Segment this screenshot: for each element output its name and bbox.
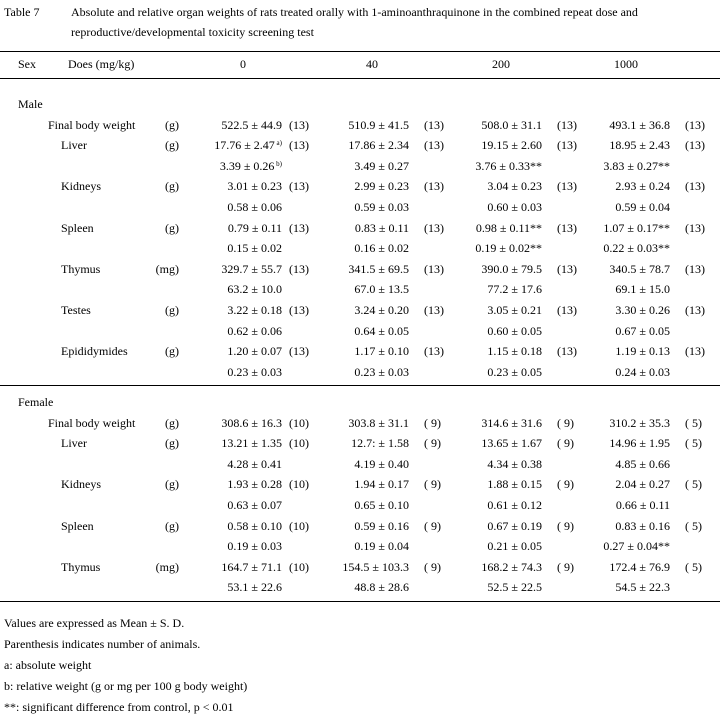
animal-count: (13) <box>685 117 705 132</box>
animal-count: (13) <box>289 344 309 359</box>
mean-sd-value: 0.98 ± 0.11** <box>475 220 542 235</box>
value-cell <box>530 344 670 358</box>
animal-count: ( 5) <box>685 559 702 574</box>
mean-sd-value: 0.59 ± 0.04 <box>615 200 670 214</box>
organ-unit: (g) <box>165 138 179 153</box>
value-cell <box>269 477 409 491</box>
table-label: Table 7 <box>4 5 40 19</box>
mean-sd-value: 14.96 ± 1.95 <box>609 436 670 451</box>
animal-count: (13) <box>424 220 444 235</box>
value-cell <box>530 221 670 235</box>
mean-sd-value: 77.2 ± 17.6 <box>487 282 542 297</box>
value-cell <box>402 241 542 255</box>
value-cell <box>269 344 409 358</box>
header-sex: Sex <box>18 57 36 71</box>
animal-count: ( 9) <box>557 477 574 492</box>
mean-sd-value: 1.17 ± 0.10 <box>354 344 409 359</box>
mean-sd-value: 0.60 ± 0.03 <box>487 200 542 214</box>
animal-count: (13) <box>557 138 577 153</box>
value-cell <box>530 118 670 132</box>
animal-count: (10) <box>289 518 309 533</box>
value-cell <box>402 477 542 491</box>
animal-count: (13) <box>424 179 444 194</box>
mean-sd-value: 52.5 ± 22.5 <box>487 580 542 595</box>
value-cell <box>530 580 670 594</box>
header-dose-1000: 1000 <box>614 57 638 71</box>
mean-sd-value: 308.6 ± 16.3 <box>221 415 282 430</box>
value-cell <box>530 159 670 173</box>
mean-sd-value: 0.16 ± 0.02 <box>354 241 409 256</box>
value-cell <box>402 519 542 533</box>
mean-sd-value: 1.88 ± 0.15 <box>487 477 542 492</box>
value-cell <box>530 303 670 317</box>
organ-unit: (g) <box>165 220 179 235</box>
footnote-marker: b) <box>274 159 282 168</box>
mean-sd-value: 154.5 ± 103.3 <box>342 559 409 574</box>
mean-sd-value: 4.34 ± 0.38 <box>487 456 542 471</box>
footnote-line: Values are expressed as Mean ± S. D. <box>4 616 185 630</box>
group-label: Female <box>18 395 54 409</box>
value-cell <box>142 539 282 553</box>
mean-sd-value: 17.76 ± 2.47 <box>214 138 275 153</box>
mean-sd-value: 0.62 ± 0.06 <box>227 323 282 338</box>
value-cell <box>402 498 542 512</box>
mean-sd-value: 0.23 ± 0.03 <box>354 364 409 379</box>
mean-sd-value: 510.9 ± 41.5 <box>348 117 409 132</box>
value-cell <box>269 580 409 594</box>
value-cell <box>402 365 542 379</box>
value-cell <box>530 324 670 338</box>
value-cell <box>530 539 670 553</box>
footnote-line: **: significant difference from control, p < 0.01 <box>4 700 234 714</box>
animal-count: ( 5) <box>685 415 702 430</box>
value-cell <box>402 138 542 152</box>
mean-sd-value: 3.76 ± 0.33** <box>475 158 542 173</box>
value-cell <box>402 282 542 296</box>
table-title-line-1: Absolute and relative organ weights of rats treated orally with 1-aminoanthraquinone in the combined repeat dose and <box>71 5 638 19</box>
organ-name: Kidneys <box>61 179 101 194</box>
mean-sd-value: 0.65 ± 0.10 <box>354 498 409 512</box>
value-cell <box>530 241 670 255</box>
organ-name: Final body weight <box>48 415 136 430</box>
organ-unit: (g) <box>165 436 179 451</box>
mean-sd-value: 314.6 ± 31.6 <box>481 415 542 430</box>
value-cell <box>530 457 670 471</box>
mean-sd-value: 0.63 ± 0.07 <box>227 498 282 512</box>
organ-unit: (g) <box>165 477 179 492</box>
organ-name: Thymus <box>61 261 101 276</box>
organ-name: Kidneys <box>61 477 101 492</box>
mean-sd-value: 4.85 ± 0.66 <box>615 456 670 471</box>
organ-name: Liver <box>61 138 87 153</box>
mean-sd-value: 0.22 ± 0.03** <box>603 241 670 256</box>
value-cell <box>269 560 409 574</box>
mean-sd-value: 390.0 ± 79.5 <box>481 261 542 276</box>
mean-sd-value: 0.67 ± 0.05 <box>615 323 670 338</box>
organ-unit: (mg) <box>155 261 179 276</box>
mean-sd-value: 164.7 ± 71.1 <box>221 559 282 574</box>
footnote-line: b: relative weight (g or mg per 100 g body weight) <box>4 679 248 693</box>
animal-count: (13) <box>557 179 577 194</box>
value-cell <box>530 436 670 450</box>
animal-count: (13) <box>424 117 444 132</box>
mean-sd-value: 0.83 ± 0.11 <box>354 220 409 235</box>
organ-unit: (g) <box>165 415 179 430</box>
value-cell <box>142 179 282 193</box>
mean-sd-value: 2.99 ± 0.23 <box>354 179 409 194</box>
value-cell <box>269 241 409 255</box>
animal-count: (13) <box>424 344 444 359</box>
mean-sd-value: 1.93 ± 0.28 <box>227 477 282 492</box>
mean-sd-value: 0.19 ± 0.02** <box>475 241 542 256</box>
animal-count: (13) <box>557 261 577 276</box>
mean-sd-value: 69.1 ± 15.0 <box>615 282 670 297</box>
value-cell <box>142 560 282 574</box>
value-cell <box>142 416 282 430</box>
animal-count: (10) <box>289 559 309 574</box>
mean-sd-value: 508.0 ± 31.1 <box>481 117 542 132</box>
mean-sd-value: 4.28 ± 0.41 <box>227 456 282 471</box>
mean-sd-value: 329.7 ± 55.7 <box>221 261 282 276</box>
mean-sd-value: 493.1 ± 36.8 <box>609 117 670 132</box>
value-cell <box>530 179 670 193</box>
mean-sd-value: 48.8 ± 28.6 <box>354 580 409 595</box>
mean-sd-value: 0.19 ± 0.04 <box>354 539 409 554</box>
value-cell <box>142 303 282 317</box>
value-cell <box>142 365 282 379</box>
animal-count: ( 9) <box>424 518 441 533</box>
value-cell <box>269 262 409 276</box>
value-cell <box>142 221 282 235</box>
animal-count: (13) <box>685 303 705 317</box>
value-cell <box>530 282 670 296</box>
value-cell <box>269 324 409 338</box>
value-cell <box>402 200 542 214</box>
value-cell <box>269 282 409 296</box>
animal-count: (10) <box>289 436 309 451</box>
footnote-line: a: absolute weight <box>4 658 92 672</box>
mean-sd-value: 3.04 ± 0.23 <box>487 179 542 194</box>
value-cell <box>402 303 542 317</box>
mean-sd-value: 17.86 ± 2.34 <box>348 138 409 153</box>
value-cell <box>530 498 670 512</box>
mean-sd-value: 0.79 ± 0.11 <box>227 220 282 235</box>
value-cell <box>530 560 670 574</box>
mean-sd-value: 172.4 ± 76.9 <box>609 559 670 574</box>
animal-count: ( 9) <box>557 415 574 430</box>
header-bottom-rule <box>0 78 720 79</box>
mean-sd-value: 0.23 ± 0.03 <box>227 364 282 379</box>
mean-sd-value: 0.67 ± 0.19 <box>487 518 542 533</box>
animal-count: (13) <box>289 117 309 132</box>
mean-sd-value: 0.58 ± 0.06 <box>227 200 282 214</box>
mean-sd-value: 54.5 ± 22.3 <box>615 580 670 595</box>
mean-sd-value: 3.22 ± 0.18 <box>227 303 282 317</box>
mean-sd-value: 3.24 ± 0.20 <box>354 303 409 317</box>
mean-sd-value: 53.1 ± 22.6 <box>227 580 282 595</box>
header-dose-40: 40 <box>366 57 378 71</box>
value-cell <box>530 416 670 430</box>
organ-name: Testes <box>61 303 91 317</box>
animal-count: (13) <box>289 220 309 235</box>
mean-sd-value: 1.19 ± 0.13 <box>615 344 670 359</box>
mean-sd-value: 2.04 ± 0.27 <box>615 477 670 492</box>
mean-sd-value: 0.21 ± 0.05 <box>487 539 542 554</box>
table-title-line-2: reproductive/developmental toxicity screening test <box>71 25 314 39</box>
value-cell <box>530 519 670 533</box>
header-dose-200: 200 <box>492 57 510 71</box>
value-cell <box>402 560 542 574</box>
animal-count: (13) <box>557 117 577 132</box>
value-cell <box>142 477 282 491</box>
group-divider-rule <box>0 385 720 386</box>
header-dose-label: Does (mg/kg) <box>68 57 135 71</box>
mean-sd-value: 1.94 ± 0.17 <box>354 477 409 492</box>
mean-sd-value: 2.93 ± 0.24 <box>615 179 670 194</box>
mean-sd-value: 18.95 ± 2.43 <box>609 138 670 153</box>
organ-unit: (mg) <box>155 559 179 574</box>
footnote-marker: a) <box>274 139 282 148</box>
organ-name: Spleen <box>61 220 94 235</box>
value-cell <box>269 498 409 512</box>
mean-sd-value: 522.5 ± 44.9 <box>221 117 282 132</box>
value-cell <box>269 416 409 430</box>
mean-sd-value: 4.19 ± 0.40 <box>354 456 409 471</box>
value-cell <box>402 416 542 430</box>
animal-count: ( 9) <box>557 559 574 574</box>
value-cell <box>269 138 409 152</box>
animal-count: (13) <box>557 303 577 317</box>
value-cell <box>269 365 409 379</box>
value-cell <box>142 138 282 152</box>
mean-sd-value: 0.27 ± 0.04** <box>603 539 670 554</box>
animal-count: ( 9) <box>424 415 441 430</box>
animal-count: (13) <box>289 179 309 194</box>
value-cell <box>142 580 282 594</box>
mean-sd-value: 19.15 ± 2.60 <box>481 138 542 153</box>
animal-count: (13) <box>557 220 577 235</box>
value-cell <box>530 365 670 379</box>
value-cell <box>142 498 282 512</box>
mean-sd-value: 0.83 ± 0.16 <box>615 518 670 533</box>
value-cell <box>402 221 542 235</box>
value-cell <box>142 159 282 173</box>
value-cell <box>402 262 542 276</box>
value-cell <box>142 436 282 450</box>
value-cell <box>269 159 409 173</box>
value-cell <box>402 179 542 193</box>
organ-name: Final body weight <box>48 117 136 132</box>
mean-sd-value: 1.07 ± 0.17** <box>603 220 670 235</box>
value-cell <box>402 580 542 594</box>
value-cell <box>142 118 282 132</box>
footnote-line: Parenthesis indicates number of animals. <box>4 637 201 651</box>
mean-sd-value: 168.2 ± 74.3 <box>481 559 542 574</box>
animal-count: (13) <box>685 179 705 194</box>
value-cell <box>269 200 409 214</box>
value-cell <box>269 539 409 553</box>
group-label: Male <box>18 97 43 111</box>
animal-count: ( 9) <box>557 518 574 533</box>
value-cell <box>402 457 542 471</box>
animal-count: (10) <box>289 415 309 430</box>
animal-count: (13) <box>289 261 309 276</box>
value-cell <box>142 324 282 338</box>
mean-sd-value: 63.2 ± 10.0 <box>227 282 282 297</box>
animal-count: ( 9) <box>557 436 574 451</box>
value-cell <box>269 436 409 450</box>
value-cell <box>402 539 542 553</box>
value-cell <box>269 221 409 235</box>
animal-count: (13) <box>289 138 309 153</box>
mean-sd-value: 303.8 ± 31.1 <box>348 415 409 430</box>
animal-count: (13) <box>289 303 309 317</box>
organ-unit: (g) <box>165 518 179 533</box>
mean-sd-value: 3.01 ± 0.23 <box>227 179 282 194</box>
value-cell <box>530 138 670 152</box>
mean-sd-value: 310.2 ± 35.3 <box>609 415 670 430</box>
value-cell <box>530 262 670 276</box>
mean-sd-value: 12.7: ± 1.58 <box>351 436 409 451</box>
header-dose-0: 0 <box>240 57 246 71</box>
organ-unit: (g) <box>165 344 179 359</box>
value-cell <box>142 457 282 471</box>
value-cell <box>142 262 282 276</box>
mean-sd-value: 3.49 ± 0.27 <box>354 158 409 173</box>
value-cell <box>402 344 542 358</box>
mean-sd-value: 0.59 ± 0.16 <box>354 518 409 533</box>
animal-count: (10) <box>289 477 309 492</box>
table-bottom-rule <box>0 601 720 602</box>
mean-sd-value: 13.65 ± 1.67 <box>481 436 542 451</box>
value-cell <box>402 436 542 450</box>
mean-sd-value: 3.83 ± 0.27** <box>603 158 670 173</box>
animal-count: (13) <box>424 303 444 317</box>
mean-sd-value: 1.20 ± 0.07 <box>227 344 282 359</box>
organ-name: Thymus <box>61 559 101 574</box>
mean-sd-value: 13.21 ± 1.35 <box>221 436 282 451</box>
organ-unit: (g) <box>165 303 179 317</box>
mean-sd-value: 3.39 ± 0.26 <box>219 158 275 173</box>
animal-count: (13) <box>685 344 705 359</box>
animal-count: (13) <box>685 138 705 153</box>
value-cell <box>402 324 542 338</box>
mean-sd-value: 340.5 ± 78.7 <box>609 261 670 276</box>
value-cell <box>530 477 670 491</box>
animal-count: (13) <box>685 220 705 235</box>
value-cell <box>269 519 409 533</box>
organ-unit: (g) <box>165 117 179 132</box>
value-cell <box>269 179 409 193</box>
mean-sd-value: 0.23 ± 0.05 <box>487 364 542 379</box>
mean-sd-value: 0.64 ± 0.05 <box>354 323 409 338</box>
organ-unit: (g) <box>165 179 179 194</box>
value-cell <box>269 457 409 471</box>
value-cell <box>402 159 542 173</box>
value-cell <box>142 282 282 296</box>
mean-sd-value: 0.19 ± 0.03 <box>227 539 282 554</box>
mean-sd-value: 0.15 ± 0.02 <box>227 241 282 256</box>
animal-count: ( 5) <box>685 477 702 492</box>
animal-count: (13) <box>424 138 444 153</box>
animal-count: ( 5) <box>685 436 702 451</box>
value-cell <box>142 344 282 358</box>
value-cell <box>402 118 542 132</box>
value-cell <box>530 200 670 214</box>
mean-sd-value: 0.66 ± 0.11 <box>615 498 670 512</box>
mean-sd-value: 3.30 ± 0.26 <box>615 303 670 317</box>
mean-sd-value: 0.60 ± 0.05 <box>487 323 542 338</box>
mean-sd-value: 0.61 ± 0.12 <box>487 498 542 512</box>
mean-sd-value: 341.5 ± 69.5 <box>348 261 409 276</box>
mean-sd-value: 1.15 ± 0.18 <box>487 344 542 359</box>
animal-count: (13) <box>424 261 444 276</box>
mean-sd-value: 67.0 ± 13.5 <box>354 282 409 297</box>
animal-count: ( 9) <box>424 477 441 492</box>
mean-sd-value: 0.24 ± 0.03 <box>615 364 670 379</box>
animal-count: ( 9) <box>424 559 441 574</box>
value-cell <box>269 303 409 317</box>
animal-count: ( 5) <box>685 518 702 533</box>
mean-sd-value: 0.58 ± 0.10 <box>227 518 282 533</box>
organ-name: Liver <box>61 436 87 451</box>
table-top-rule <box>0 51 720 52</box>
value-cell <box>142 519 282 533</box>
value-cell <box>269 118 409 132</box>
value-cell <box>142 241 282 255</box>
animal-count: ( 9) <box>424 436 441 451</box>
mean-sd-value: 3.05 ± 0.21 <box>487 303 542 317</box>
value-cell <box>142 200 282 214</box>
organ-name: Spleen <box>61 518 94 533</box>
mean-sd-value: 0.59 ± 0.03 <box>354 200 409 214</box>
animal-count: (13) <box>685 261 705 276</box>
animal-count: (13) <box>557 344 577 359</box>
organ-name: Epididymides <box>61 344 128 359</box>
